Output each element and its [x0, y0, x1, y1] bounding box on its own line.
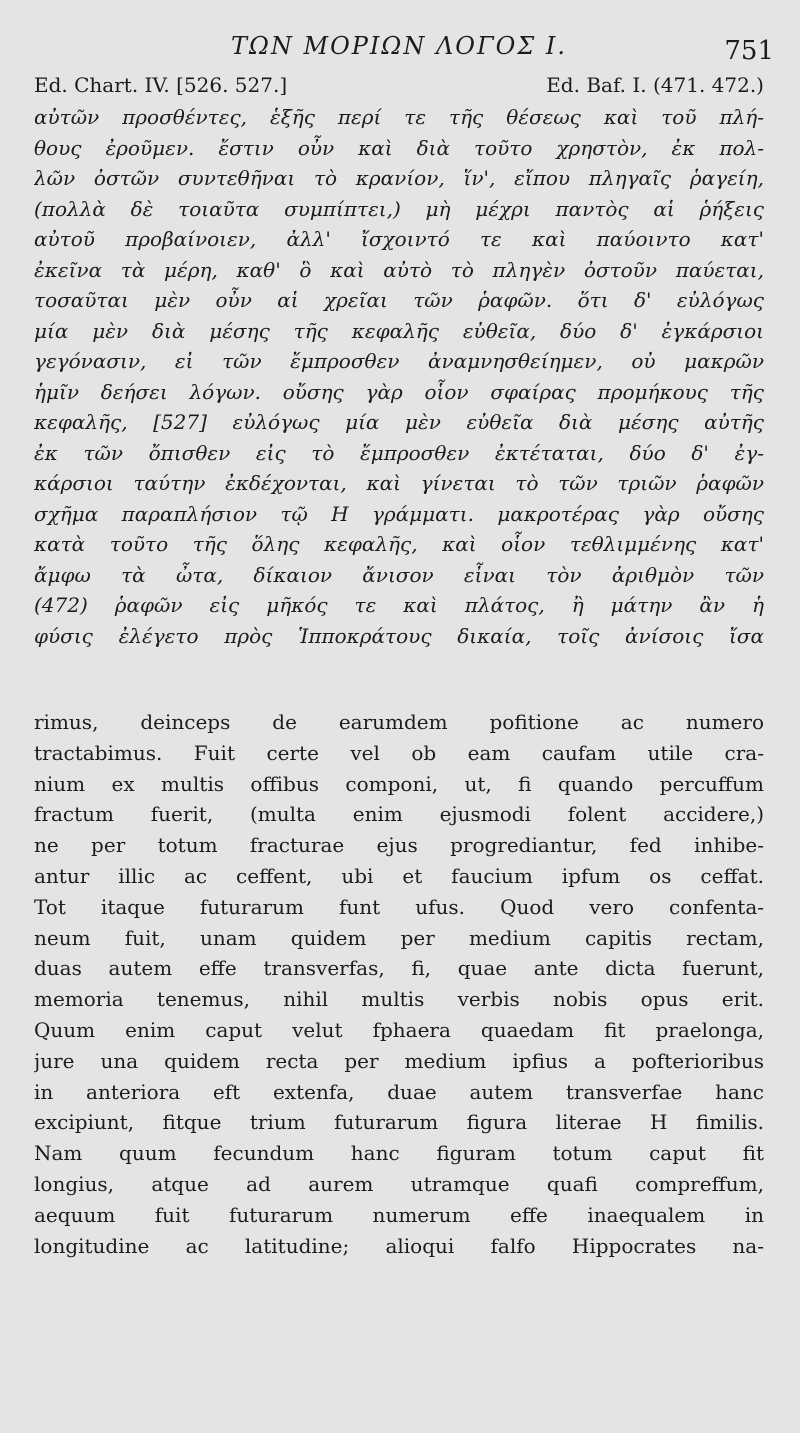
latin-text-line: fractum fuerit, (multa enim ejusmodi folent accidere,)	[34, 802, 764, 827]
greek-text-line: ἡμῖν δεήσει λόγων. οὔσης γὰρ οἷον σφαίρας προμήκους τῆς	[34, 379, 764, 404]
latin-text-line: duas autem effe transverfas, fi, quae ante dicta fuerunt,	[34, 956, 764, 981]
greek-text-line: ἐκ τῶν ὄπισθεν εἰς τὸ ἔμπροσθεν ἐκτέταται, δύο δ' ἐγ-	[34, 440, 764, 465]
edition-reference-left: Ed. Chart. IV. [526. 527.]	[34, 73, 288, 97]
latin-text-line: in anteriora eft extenfa, duae autem transverfae hanc	[34, 1079, 764, 1104]
latin-text-line: Quum enim caput velut fphaera quaedam fit praelonga,	[34, 1017, 764, 1042]
latin-text-line: jure una quidem recta per medium ipfius a pofterioribus	[34, 1048, 764, 1073]
greek-text-line: γεγόνασιν, εἰ τῶν ἔμπροσθεν ἀναμνησθείημεν, οὐ μακρῶν	[34, 349, 764, 373]
greek-text-line: κατὰ τοῦτο τῆς ὅλης κεφαλῆς, καὶ οἷον τεθλιμμένης κατ'	[34, 532, 764, 556]
greek-text-line: (472) ῥαφῶν εἰς μῆκός τε καὶ πλάτος, ἢ μάτην ἂν ἡ	[34, 593, 764, 617]
greek-text-line: κεφαλῆς, [527] εὐλόγως μία μὲν εὐθεῖα διὰ μέσης αὐτῆς	[34, 410, 764, 434]
latin-text-line: antur illic ac ceffent, ubi et faucium ipfum os ceffat.	[34, 863, 764, 888]
page-number: 751	[724, 36, 774, 66]
edition-references	[34, 70, 764, 100]
latin-text-block	[34, 707, 764, 1261]
latin-text-line: Tot itaque futurarum funt ufus. Quod vero confenta-	[34, 894, 764, 919]
section-gap	[34, 651, 764, 707]
greek-text-line: φύσις ἐλέγετο πρὸς Ἱπποκράτους δικαία, τοῖς ἀνίσοις ἴσα	[34, 623, 764, 648]
latin-text-line: excipiunt, fitque trium futurarum figura literae H fimilis.	[34, 1110, 764, 1135]
latin-text-line: aequum fuit futurarum numerum effe inaequalem in	[34, 1202, 764, 1227]
latin-text-line: tractabimus. Fuit certe vel ob eam caufam utile cra-	[34, 740, 764, 765]
greek-text-line: αὐτῶν προσθέντες, ἑξῆς περί τε τῆς θέσεως καὶ τοῦ πλή-	[34, 105, 764, 129]
greek-text-line: ἄμφω τὰ ὦτα, δίκαιον ἄνισον εἶναι τὸν ἀριθμὸν τῶν	[34, 562, 764, 587]
latin-text-line: Nam quum fecundum hanc figuram totum caput fit	[34, 1141, 764, 1166]
running-head	[34, 28, 774, 70]
latin-text-line: nium ex multis offibus componi, ut, fi quando percuffum	[34, 771, 764, 796]
greek-text-line: αὐτοῦ προβαίνοιεν, ἀλλ' ἴσχοιντό τε καὶ παύοιντο κατ'	[34, 227, 764, 251]
latin-text-line: ne per totum fracturae ejus progrediantur, fed inhibe-	[34, 833, 764, 858]
greek-text-line: τοσαῦται μὲν οὖν αἱ χρεῖαι τῶν ῥαφῶν. ὅτι δ' εὐλόγως	[34, 288, 764, 312]
greek-text-line: (πολλὰ δὲ τοιαῦτα συμπίπτει,) μὴ μέχρι παντὸς αἱ ῥήξεις	[34, 196, 764, 221]
greek-text-line: σχῆμα παραπλήσιον τῷ Η γράμματι. μακροτέρας γὰρ οὔσης	[34, 501, 764, 526]
latin-text-line: rimus, deinceps de earumdem pofitione ac numero	[34, 710, 764, 734]
greek-text-line: λῶν ὀστῶν συντεθῆναι τὸ κρανίον, ἵν', εἴπου πληγαῖς ῥαγείη,	[34, 166, 764, 190]
greek-text-line: κάρσιοι ταύτην ἐκδέχονται, καὶ γίνεται τὸ τῶν τριῶν ῥαφῶν	[34, 471, 764, 495]
greek-text-block	[34, 102, 764, 651]
latin-text-line: longitudine ac latitudine; alioqui falfo Hippocrates na-	[34, 1233, 764, 1258]
greek-text-line: θους ἐροῦμεν. ἔστιν οὖν καὶ διὰ τοῦτο χρηστὸν, ἐκ πολ-	[34, 135, 764, 160]
running-title: ΤΩΝ ΜΟΡΙΩΝ ΛΟΓΟΣ Ι.	[231, 32, 567, 60]
latin-text-line: memoria tenemus, nihil multis verbis nobis opus erit.	[34, 987, 764, 1012]
edition-reference-right: Ed. Baf. I. (471. 472.)	[546, 73, 764, 97]
greek-text-line: ἐκεῖνα τὰ μέρη, καθ' ὃ καὶ αὐτὸ τὸ πληγὲν ὀστοῦν παύεται,	[34, 257, 764, 282]
latin-text-line: neum fuit, unam quidem per medium capitis rectam,	[34, 925, 764, 950]
latin-text-line: longius, atque ad aurem utramque quafi compreffum,	[34, 1171, 764, 1196]
greek-text-line: μία μὲν διὰ μέσης τῆς κεφαλῆς εὐθεῖα, δύο δ' ἐγκάρσιοι	[34, 318, 764, 343]
